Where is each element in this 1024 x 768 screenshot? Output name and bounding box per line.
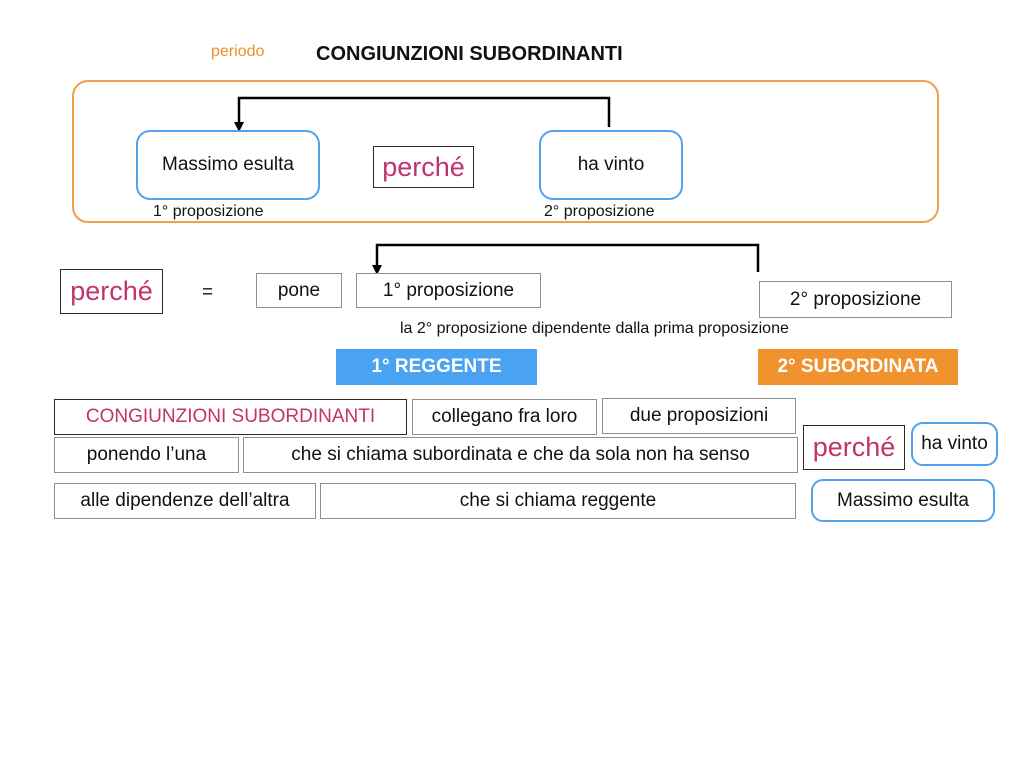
dependency-caption: la 2° proposizione dipendente dalla prima proposizione — [400, 320, 789, 337]
second-clause-label: 2° proposizione — [544, 203, 655, 220]
side-sub-clause-box: ha vinto — [911, 422, 998, 466]
sub-clause-box: ha vinto — [539, 130, 683, 200]
reggente-badge: 1° REGGENTE — [336, 349, 537, 385]
first-proposition-box: 1° proposizione — [356, 273, 541, 308]
definition-dependency-arrow — [377, 245, 758, 272]
conjunction-box: perché — [373, 146, 474, 188]
first-clause-label: 1° proposizione — [153, 203, 264, 220]
sentence-box-two-propositions: due proposizioni — [602, 398, 796, 434]
sentence-box-conjunctions: CONGIUNZIONI SUBORDINANTI — [54, 399, 407, 435]
sentence-box-dependence: alle dipendenze dell’altra — [54, 483, 316, 519]
side-conjunction-box: perché — [803, 425, 905, 470]
side-main-clause-box: Massimo esulta — [811, 479, 995, 522]
sentence-box-placing: ponendo l’una — [54, 437, 239, 473]
page-title: CONGIUNZIONI SUBORDINANTI — [316, 43, 623, 65]
subordinata-badge: 2° SUBORDINATA — [758, 349, 958, 385]
equals-sign: = — [202, 282, 214, 303]
sentence-box-subordinate-def: che si chiama subordinata e che da sola non ha senso — [243, 437, 798, 473]
second-proposition-box: 2° proposizione — [759, 281, 952, 318]
sentence-box-main-def: che si chiama reggente — [320, 483, 796, 519]
periodo-label: periodo — [211, 43, 265, 60]
sentence-box-connect: collegano fra loro — [412, 399, 597, 435]
definition-conjunction-box: perché — [60, 269, 163, 314]
main-clause-box: Massimo esulta — [136, 130, 320, 200]
verb-box: pone — [256, 273, 342, 308]
